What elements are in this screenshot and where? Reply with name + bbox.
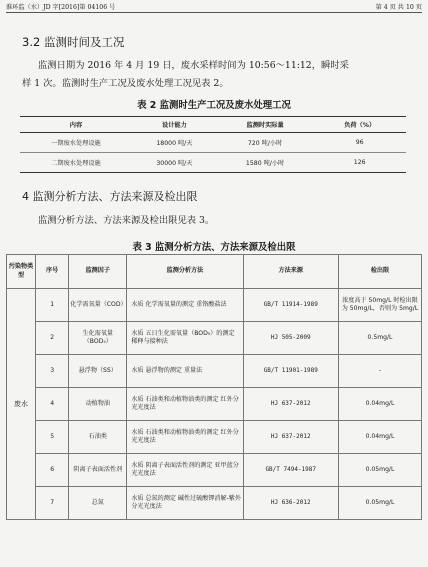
table-cell: 水质 五日生化需氧量（BOD₅）的测定 稀释与接种法 <box>127 322 243 355</box>
table-cell: 0.5mg/L <box>338 322 421 355</box>
page-header <box>6 1 422 13</box>
table-cell: 0.05mg/L <box>338 487 421 520</box>
table-cell: 水质 石油类和动植物油类的测定 红外分光光度法 <box>127 421 243 454</box>
section-4-paragraph: 监测分析方法、方法来源及检出限见表 3。 <box>38 215 215 226</box>
section-3-2-paragraph <box>22 57 410 93</box>
table-2-header: 监测时实际量 <box>217 117 314 133</box>
table-cell: 720 吨/小时 <box>217 133 314 153</box>
table-row <box>7 388 422 421</box>
table-3-header: 序号 <box>36 255 69 289</box>
table-cell: 18000 吨/天 <box>132 133 217 153</box>
section-4-title: 4 监测分析方法、方法来源及检出限 <box>22 190 198 203</box>
table-cell: 石油类 <box>69 421 127 454</box>
table-cell: HJ 637-2012 <box>243 388 338 421</box>
table-row <box>7 421 422 454</box>
table-cell: 126 <box>313 153 406 173</box>
table-cell: HJ 637-2012 <box>243 421 338 454</box>
table-3 <box>6 254 422 520</box>
table-2-header: 内容 <box>20 117 132 133</box>
table-row <box>20 153 406 173</box>
table-cell: GB/T 11901-1989 <box>243 355 338 388</box>
table-cell: 水质 石油类和动植物油类的测定 红外分光光度法 <box>127 388 243 421</box>
table-2 <box>20 116 406 173</box>
table-cell: GB/T 11914-1989 <box>243 289 338 322</box>
table-row <box>7 454 422 487</box>
pollutant-category-cell: 废水 <box>7 289 36 520</box>
table-cell: 1580 吨/小时 <box>217 153 314 173</box>
paragraph-line-2: 样 1 次。监测时生产工况及废水处理工况见表 2。 <box>22 78 229 89</box>
table-cell: 1 <box>36 289 69 322</box>
report-number: 淮环监（水）JD 字[2016]第 04106 号 <box>6 4 116 11</box>
table-cell: 2 <box>36 322 69 355</box>
paragraph-line-1: 监测日期为 2016 年 4 月 19 日，废水采样时间为 10:56～11:12，瞬时采 <box>38 60 349 71</box>
table-3-header-row <box>7 255 422 289</box>
table-cell: 96 <box>313 133 406 153</box>
table-cell: 动植物油 <box>69 388 127 421</box>
table-3-header: 监测因子 <box>69 255 127 289</box>
table-3-header: 检出限 <box>338 255 421 289</box>
table-cell: 二期废水处理设施 <box>20 153 132 173</box>
table-cell: 0.04mg/L <box>338 388 421 421</box>
table-cell: 一期废水处理设施 <box>20 133 132 153</box>
table-3-caption: 表 3 监测分析方法、方法来源及检出限 <box>132 242 296 253</box>
table-cell: 4 <box>36 388 69 421</box>
table-row <box>7 355 422 388</box>
table-row <box>7 322 422 355</box>
table-cell: 浓度高于 50mg/L 时检出限为 50mg/L，否则为 5mg/L <box>338 289 421 322</box>
table-cell: GB/T 7494-1987 <box>243 454 338 487</box>
table-cell: 悬浮物（SS） <box>69 355 127 388</box>
table-3-header: 方法来源 <box>243 255 338 289</box>
table-cell: 阴离子表面活性剂 <box>69 454 127 487</box>
table-cell: 水质 总氮的测定 碱性过硫酸钾消解-紫外分光光度法 <box>127 487 243 520</box>
section-3-2-title: 3.2 监测时间及工况 <box>22 35 125 49</box>
table-cell: HJ 636-2012 <box>243 487 338 520</box>
table-3-header: 污染物类型 <box>7 255 36 289</box>
table-cell: 6 <box>36 454 69 487</box>
table-cell: 30000 吨/天 <box>132 153 217 173</box>
table-row <box>7 289 422 322</box>
table-3-header: 监测分析方法 <box>127 255 243 289</box>
table-cell: 0.05mg/L <box>338 454 421 487</box>
table-cell: HJ 505-2009 <box>243 322 338 355</box>
table-cell: 生化需氧量（BOD₅） <box>69 322 127 355</box>
table-cell: 0.04mg/L <box>338 421 421 454</box>
table-cell: 水质 化学需氧量的测定 重铬酸盐法 <box>127 289 243 322</box>
page-number: 第 4 页 共 10 页 <box>375 4 422 11</box>
table-2-caption: 表 2 监测时生产工况及废水处理工况 <box>137 100 291 111</box>
table-cell: 7 <box>36 487 69 520</box>
table-row <box>7 487 422 520</box>
table-cell: 水质 阴离子表面活性剂的测定 亚甲蓝分光光度法 <box>127 454 243 487</box>
table-2-header: 设计能力 <box>132 117 217 133</box>
table-cell: 5 <box>36 421 69 454</box>
table-2-header: 负荷（%） <box>313 117 406 133</box>
table-cell: 总氮 <box>69 487 127 520</box>
table-row <box>20 133 406 153</box>
table-cell: 水质 悬浮物的测定 重量法 <box>127 355 243 388</box>
table-cell: - <box>338 355 421 388</box>
table-cell: 3 <box>36 355 69 388</box>
table-2-header-row <box>20 117 406 133</box>
table-cell: 化学需氧量（COD） <box>69 289 127 322</box>
